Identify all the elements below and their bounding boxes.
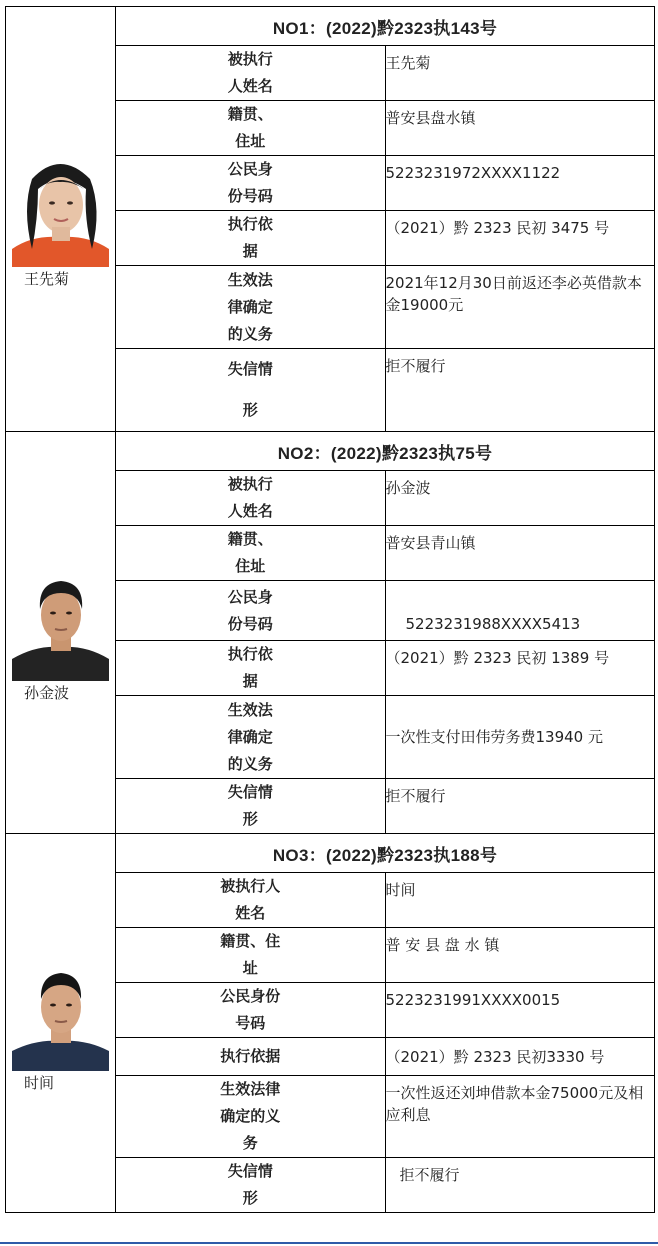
value-status-1: 拒不履行 [385, 349, 655, 432]
label-address-2: 籍贯、 住址 [116, 526, 386, 581]
label-name-3: 被执行人 姓名 [116, 873, 386, 928]
label-address-1: 籍贯、 住址 [116, 101, 386, 156]
label-name-1: 被执行 人姓名 [116, 46, 386, 101]
label-status-1: 失信情 形 [116, 349, 386, 432]
value-status-2: 拒不履行 [385, 779, 655, 834]
label-id-2: 公民身 份号码 [116, 581, 386, 641]
value-status-3: 拒不履行 [385, 1158, 655, 1213]
value-address-2: 普安县青山镇 [385, 526, 655, 581]
value-address-1: 普安县盘水镇 [385, 101, 655, 156]
label-basis-2: 执行依 据 [116, 641, 386, 696]
value-name-2: 孙金波 [385, 471, 655, 526]
value-obligation-1: 2021年12月30日前返还李必英借款本金19000元 [385, 266, 655, 349]
value-name-1: 王先菊 [385, 46, 655, 101]
portrait-photo-3 [12, 953, 109, 1071]
label-obligation-2: 生效法 律确定 的义务 [116, 696, 386, 779]
label-status-3: 失信情 形 [116, 1158, 386, 1213]
case-title-3: NO3：(2022)黔2323执188号 [116, 834, 655, 873]
value-basis-3: （2021）黔 2323 民初3330 号 [385, 1038, 655, 1076]
label-name-2: 被执行 人姓名 [116, 471, 386, 526]
bottom-divider [0, 1242, 658, 1244]
portrait-photo-2 [12, 563, 109, 681]
value-id-1: 5223231972XXXX1122 [385, 156, 655, 211]
label-status-2: 失信情 形 [116, 779, 386, 834]
label-obligation-1: 生效法 律确定 的义务 [116, 266, 386, 349]
value-obligation-3: 一次性返还刘坤借款本金75000元及相应利息 [385, 1076, 655, 1158]
value-name-3: 时间 [385, 873, 655, 928]
value-id-2: 5223231988XXXX5413 [385, 581, 655, 641]
photo-cell-2 [6, 432, 116, 834]
photo-cell-1 [6, 7, 116, 432]
label-id-3: 公民身份 号码 [116, 983, 386, 1038]
value-address-3: 普 安 县 盘 水 镇 [385, 928, 655, 983]
dishonest-debtors-table [5, 6, 655, 1213]
value-id-3: 5223231991XXXX0015 [385, 983, 655, 1038]
label-address-3: 籍贯、住 址 [116, 928, 386, 983]
photo-caption-2: 孙金波 [24, 683, 70, 702]
value-obligation-2: 一次性支付田伟劳务费13940 元 [385, 696, 655, 779]
value-basis-2: （2021）黔 2323 民初 1389 号 [385, 641, 655, 696]
value-basis-1: （2021）黔 2323 民初 3475 号 [385, 211, 655, 266]
label-id-1: 公民身 份号码 [116, 156, 386, 211]
label-basis-1: 执行依 据 [116, 211, 386, 266]
label-obligation-3: 生效法律 确定的义 务 [116, 1076, 386, 1158]
portrait-photo-1 [12, 149, 109, 267]
case-title-1: NO1：(2022)黔2323执143号 [116, 7, 655, 46]
photo-caption-1: 王先菊 [24, 270, 70, 288]
photo-caption-3: 时间 [24, 1074, 55, 1092]
label-basis-3: 执行依据 [116, 1038, 386, 1076]
case-title-2: NO2：(2022)黔2323执75号 [116, 432, 655, 471]
photo-cell-3 [6, 834, 116, 1213]
